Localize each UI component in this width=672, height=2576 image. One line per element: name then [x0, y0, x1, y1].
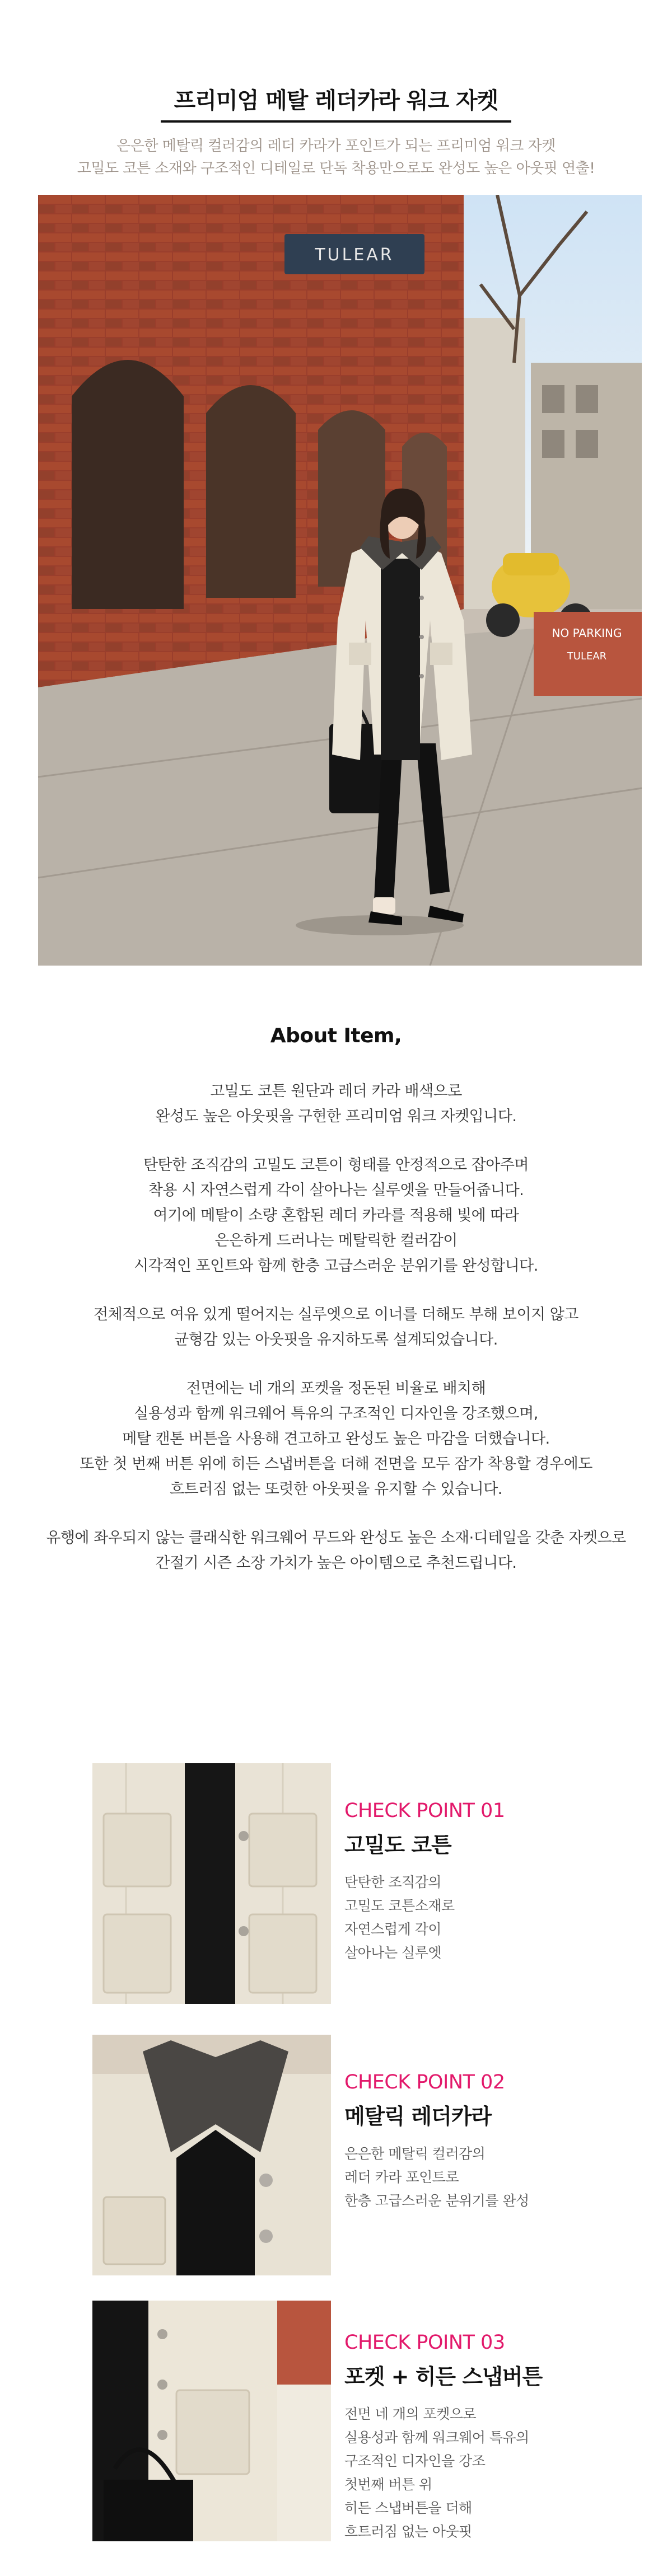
checkpoint-desc-line: 한층 고급스러운 분위기를 완성	[344, 2193, 529, 2209]
checkpoint-title: 고밀도 코튼	[344, 1833, 451, 1857]
checkpoint-description	[344, 2402, 596, 2544]
checkpoint-desc-line: 히든 스냅버튼을 더해	[344, 2500, 472, 2516]
checkpoint-title: 메탈릭 레더카라	[344, 2104, 492, 2129]
checkpoint-desc-line: 구조적인 디자인을 강조	[344, 2453, 486, 2469]
about-line: 착용 시 자연스럽게 각이 살아나는 실루엣을 만들어줍니다.	[148, 1182, 524, 1199]
hero-photo-illustration	[38, 195, 642, 966]
checkpoint-desc-line: 전면 네 개의 포켓으로	[344, 2406, 477, 2422]
about-paragraph	[0, 1376, 672, 1502]
checkpoint-02-text	[344, 2071, 596, 2213]
checkpoint-01-illustration	[92, 1763, 331, 2004]
checkpoint-desc-line: 첫번째 버튼 위	[344, 2476, 432, 2493]
about-paragraph	[0, 1302, 672, 1352]
checkpoint-01-text	[344, 1800, 596, 1965]
about-line: 유행에 좌우되지 않는 클래식한 워크웨어 무드와 완성도 높은 소재·디테일을 갖춘 자켓으로	[46, 1529, 626, 1547]
checkpoint-label: CHECK POINT 01	[344, 1800, 505, 1822]
parking-sign-text: NO PARKING	[552, 626, 622, 640]
about-paragraph	[0, 1525, 672, 1576]
about-title: About Item,	[270, 1024, 402, 1047]
subtitle-line: 은은한 메탈릭 컬러감의 레더 카라가 포인트가 되는 프리미엄 워크 자켓	[116, 138, 556, 154]
checkpoint-desc-line: 레더 카라 포인트로	[344, 2169, 459, 2185]
about-body	[0, 1079, 672, 1576]
about-line: 시각적인 포인트와 함께 한층 고급스러운 분위기를 완성합니다.	[134, 1257, 538, 1275]
about-line: 또한 첫 번째 버튼 위에 히든 스냅버튼을 더해 전면을 모두 잠가 착용할 경우에도	[80, 1455, 592, 1473]
parking-sign-brand: TULEAR	[567, 650, 607, 662]
about-line: 실용성과 함께 워크웨어 특유의 구조적인 디자인을 강조했으며,	[134, 1405, 538, 1422]
about-line: 탄탄한 조직감의 고밀도 코튼이 형태를 안정적으로 잡아주며	[143, 1156, 529, 1174]
checkpoint-label: CHECK POINT 03	[344, 2331, 505, 2354]
checkpoint-desc-line: 살아나는 실루엣	[344, 1945, 441, 1961]
checkpoint-desc-line: 실용성과 함께 워크웨어 특유의	[344, 2429, 529, 2446]
about-line: 균형감 있는 아웃핏을 유지하도록 설계되었습니다.	[174, 1331, 498, 1348]
checkpoint-03	[92, 2301, 596, 2541]
checkpoint-description	[344, 1871, 596, 1965]
about-line: 여기에 메탈이 소량 혼합된 레더 카라를 적용해 빛에 따라	[153, 1207, 519, 1224]
checkpoint-03-illustration	[92, 2301, 331, 2541]
about-line: 간절기 시즌 소장 가치가 높은 아이템으로 추천드립니다.	[155, 1554, 517, 1572]
checkpoint-01-photo	[92, 1763, 331, 2004]
checkpoint-title: 포켓 + 히든 스냅버튼	[344, 2364, 543, 2389]
hero-photo	[38, 195, 642, 966]
checkpoint-desc-line: 흐트러짐 없는 아웃핏	[344, 2523, 472, 2540]
about-paragraph	[0, 1153, 672, 1278]
checkpoint-desc-line: 탄탄한 조직감의	[344, 1874, 441, 1890]
about-item-section	[0, 1024, 672, 1599]
checkpoint-01	[92, 1763, 596, 2004]
about-line: 은은하게 드러나는 메탈릭한 컬러감이	[214, 1232, 458, 1249]
subtitle-line: 고밀도 코튼 소재와 구조적인 디테일로 단독 착용만으로도 완성도 높은 아웃핏 연출!	[77, 160, 595, 177]
checkpoint-desc-line: 고밀도 코튼소재로	[344, 1898, 455, 1914]
shop-sign-text: TULEAR	[315, 245, 394, 265]
about-line: 완성도 높은 아웃핏을 구현한 프리미엄 워크 자켓입니다.	[155, 1108, 517, 1125]
checkpoint-label: CHECK POINT 02	[344, 2071, 505, 2093]
about-line: 고밀도 코튼 원단과 레더 카라 배색으로	[210, 1083, 462, 1100]
about-paragraph	[0, 1079, 672, 1129]
checkpoint-02	[92, 2035, 596, 2275]
about-line: 전체적으로 여유 있게 떨어지는 실루엣으로 이너를 더해도 부해 보이지 않고	[94, 1306, 578, 1323]
checkpoint-02-illustration	[92, 2035, 331, 2275]
about-line: 메탈 캔톤 버튼을 사용해 견고하고 완성도 높은 마감을 더했습니다.	[122, 1430, 550, 1448]
checkpoint-description	[344, 2142, 596, 2213]
about-line: 흐트러짐 없는 또렷한 아웃핏을 유지할 수 있습니다.	[170, 1481, 502, 1498]
checkpoint-03-text	[344, 2331, 596, 2544]
about-line: 전면에는 네 개의 포켓을 정돈된 비율로 배치해	[186, 1380, 486, 1397]
page-header	[0, 0, 672, 180]
checkpoint-desc-line: 은은한 메탈릭 컬러감의	[344, 2146, 486, 2162]
page-title: 프리미엄 메탈 레더카라 워크 자켓	[161, 83, 512, 123]
checkpoint-desc-line: 자연스럽게 각이	[344, 1921, 441, 1937]
checkpoint-02-photo	[92, 2035, 331, 2275]
page-subtitle	[0, 135, 672, 180]
checkpoint-03-photo	[92, 2301, 331, 2541]
